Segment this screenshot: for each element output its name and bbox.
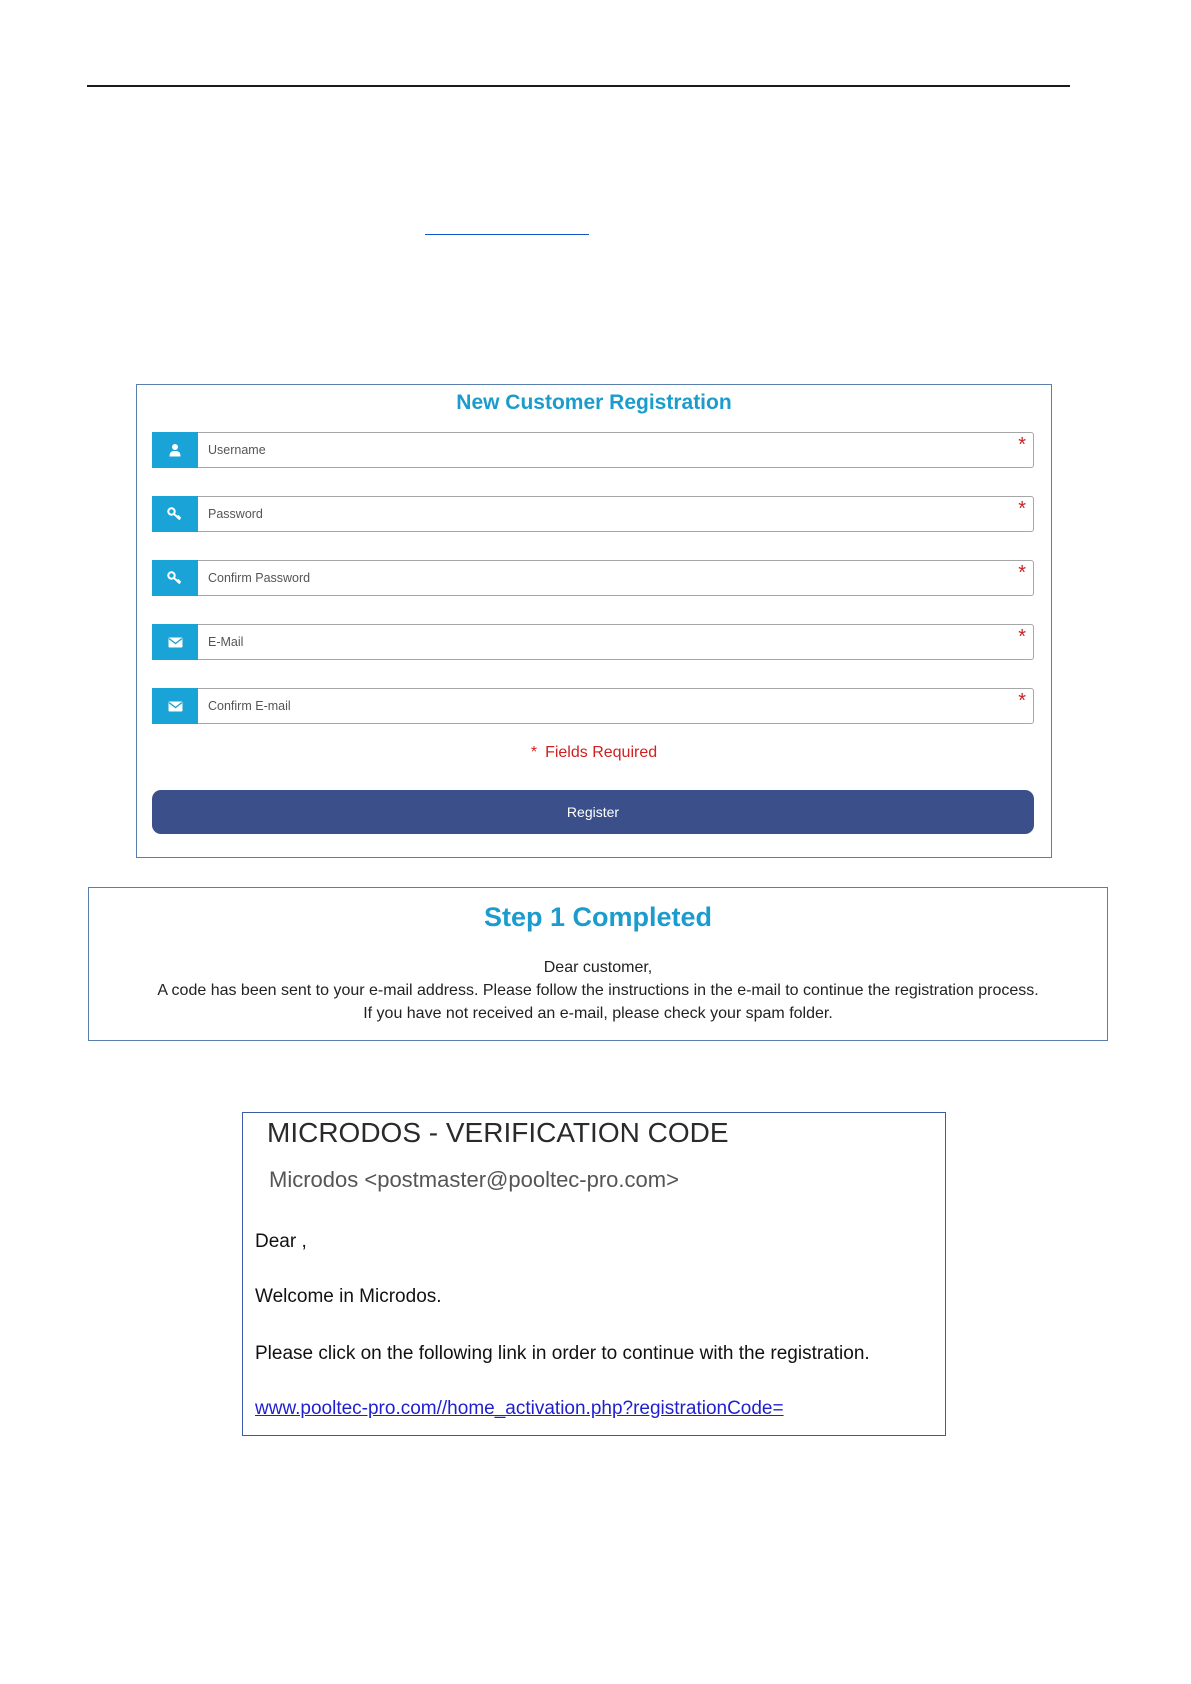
blank-link-underline[interactable]: [425, 234, 589, 235]
envelope-icon: [152, 624, 198, 660]
required-star: *: [1018, 690, 1026, 712]
required-note-text: Fields Required: [545, 744, 658, 761]
registration-title: New Customer Registration: [456, 391, 732, 414]
required-star: *: [1018, 434, 1026, 456]
username-placeholder: Username: [208, 443, 266, 457]
verification-email-panel: [242, 1112, 946, 1436]
confirm-email-placeholder: Confirm E-mail: [208, 699, 291, 713]
confirm-password-input[interactable]: [198, 560, 1034, 596]
email-placeholder: E-Mail: [208, 635, 244, 649]
password-placeholder: Password: [208, 507, 263, 521]
step1-message: A code has been sent to your e-mail address. Please follow the instructions in the e-mail to continue the registration process.: [157, 982, 1039, 999]
password-field-row: [152, 496, 1034, 532]
key-icon: [152, 560, 198, 596]
confirm-email-input[interactable]: [198, 688, 1034, 724]
step1-title: Step 1 Completed: [483, 902, 713, 932]
email-greeting: Dear ,: [255, 1231, 307, 1252]
required-note-star: *: [530, 744, 538, 761]
step1-spam-note: If you have not received an e-mail, please check your spam folder.: [363, 1005, 833, 1022]
password-input[interactable]: [198, 496, 1034, 532]
email-welcome: Welcome in Microdos.: [255, 1286, 442, 1307]
required-star: *: [1018, 562, 1026, 584]
email-field-row: [152, 624, 1034, 660]
step1-greeting: Dear customer,: [543, 959, 653, 976]
email-input[interactable]: [198, 624, 1034, 660]
email-subject: MICRODOS - VERIFICATION CODE: [267, 1117, 729, 1148]
step1-panel: [88, 887, 1108, 1041]
register-button[interactable]: Register: [152, 790, 1034, 834]
username-field-row: [152, 432, 1034, 468]
confirm-email-field-row: [152, 688, 1034, 724]
required-star: *: [1018, 498, 1026, 520]
key-icon: [152, 496, 198, 532]
envelope-icon: [152, 688, 198, 724]
confirm-password-field-row: [152, 560, 1034, 596]
registration-panel: [136, 384, 1052, 858]
fields-required-note: [137, 744, 1051, 762]
required-star: *: [1018, 626, 1026, 648]
email-instruction: Please click on the following link in order to continue with the registration.: [255, 1343, 870, 1364]
username-input[interactable]: [198, 432, 1034, 468]
confirm-password-placeholder: Confirm Password: [208, 571, 311, 585]
activation-link[interactable]: www.pooltec-pro.com//home_activation.php?registrationCode=: [255, 1398, 784, 1419]
page-top-rule: [87, 85, 1070, 87]
email-sender: Microdos <postmaster@pooltec-pro.com>: [269, 1167, 679, 1192]
user-icon: [152, 432, 198, 468]
